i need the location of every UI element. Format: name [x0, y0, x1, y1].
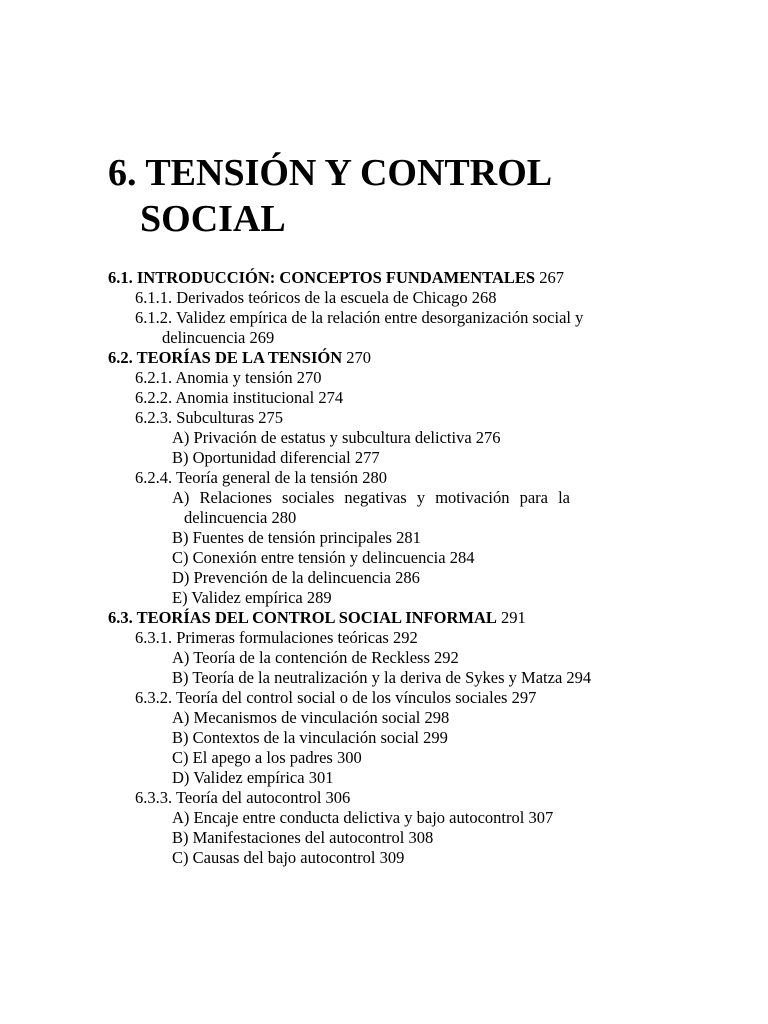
- toc-item-6-2-3-a: [108, 428, 627, 448]
- toc-subsection-6-3-2: [108, 688, 627, 708]
- chapter-title-line-1: 6. TENSIÓN Y CONTROL: [108, 152, 553, 194]
- toc-page-number: 280: [271, 508, 297, 527]
- toc-item-6-3-2-c: [108, 748, 627, 768]
- toc-item-6-3-2-b: [108, 728, 627, 748]
- toc-item-title: E) Validez empírica: [172, 588, 303, 607]
- toc-item-title: B) Manifestaciones del autocontrol: [172, 828, 405, 847]
- toc-item-title: D) Validez empírica: [172, 768, 305, 787]
- toc-item-6-2-4-c: [108, 548, 627, 568]
- toc-subsection-title: 6.2.3. Subculturas: [135, 408, 255, 427]
- toc-item-6-3-3-c: [108, 848, 627, 868]
- toc-subsection-title: 6.3.2. Teoría del control social o de los vínculos sociales: [135, 688, 508, 707]
- toc-item-title: C) Conexión entre tensión y delincuencia: [172, 548, 446, 567]
- toc-section-6-3: [108, 608, 627, 628]
- toc-page-number: 291: [501, 608, 526, 627]
- toc-item-6-2-4-e: [108, 588, 627, 608]
- chapter-title-line-2: SOCIAL: [140, 198, 286, 240]
- toc-page-number: 267: [539, 268, 564, 287]
- toc-page-number: 300: [336, 748, 362, 767]
- toc-item-title: B) Contextos de la vinculación social: [172, 728, 419, 747]
- toc-item-title: B) Oportunidad diferencial: [172, 448, 351, 467]
- toc-subsection-6-2-3: [108, 408, 627, 428]
- toc-page-number: 270: [346, 348, 372, 367]
- toc-item-6-3-2-d: [108, 768, 627, 788]
- toc-item-6-3-3-b: [108, 828, 627, 848]
- toc-page-number: 299: [423, 728, 448, 747]
- toc-item-title: B) Teoría de la neutralización y la deriva de Sykes y Matza: [172, 668, 563, 687]
- toc-page-number: 298: [424, 708, 450, 727]
- toc-subsection-6-1-1: [108, 288, 627, 308]
- toc-subsection-title: 6.3.1. Primeras formulaciones teóricas: [135, 628, 389, 647]
- toc-page-number: 280: [362, 468, 387, 487]
- toc-subsection-6-1-2: [108, 308, 627, 328]
- toc-item-6-3-1-a: [108, 648, 627, 668]
- toc-page-number: 269: [249, 328, 275, 347]
- toc-subsection-6-2-4: [108, 468, 627, 488]
- toc-subsection-6-1-2-continued: [108, 328, 627, 348]
- toc-page-number: 276: [475, 428, 501, 447]
- toc-subsection-6-3-1: [108, 628, 627, 648]
- toc-page-number: 292: [392, 628, 418, 647]
- chapter-title: [108, 150, 648, 242]
- toc-subsection-6-3-3: [108, 788, 627, 808]
- toc-item-6-3-1-b: [108, 668, 627, 688]
- toc-page-number: 275: [258, 408, 284, 427]
- toc-subsection-6-2-1: [108, 368, 627, 388]
- toc-page-number: 270: [296, 368, 322, 387]
- toc-page-number: 297: [511, 688, 537, 707]
- toc-item-6-3-2-a: [108, 708, 627, 728]
- toc-item-title: A) Mecanismos de vinculación social: [172, 708, 421, 727]
- toc-item-title: A) Teoría de la contención de Reckless: [172, 648, 430, 667]
- toc-item-6-2-3-b: [108, 448, 627, 468]
- toc-item-6-2-4-a: [108, 488, 627, 508]
- toc-page-number: 309: [379, 848, 405, 867]
- toc-subsection-title-continued: delincuencia: [162, 328, 246, 347]
- toc-item-title: B) Fuentes de tensión principales: [172, 528, 392, 547]
- toc-item-6-2-4-d: [108, 568, 627, 588]
- toc-page-number: 277: [354, 448, 380, 467]
- toc-item-6-2-4-a-continued: [108, 508, 627, 528]
- toc-item-6-2-4-b: [108, 528, 627, 548]
- toc-item-title: D) Prevención de la delincuencia: [172, 568, 391, 587]
- toc-subsection-title: 6.2.4. Teoría general de la tensión: [135, 468, 359, 487]
- toc-page-number: 308: [408, 828, 434, 847]
- toc-section-title: 6.2. TEORÍAS DE LA TENSIÓN: [108, 348, 343, 367]
- toc-page-number: 274: [318, 388, 344, 407]
- toc-page-number: 268: [471, 288, 497, 307]
- toc-subsection-title: 6.2.2. Anomia institucional: [135, 388, 315, 407]
- toc-page-number: 292: [434, 648, 459, 667]
- toc-page-number: 306: [325, 788, 351, 807]
- table-of-contents: [108, 268, 627, 868]
- toc-section-title: 6.3. TEORÍAS DEL CONTROL SOCIAL INFORMAL: [108, 608, 497, 627]
- toc-page-number: 281: [396, 528, 421, 547]
- toc-item-title: A) Encaje entre conducta delictiva y bajo autocontrol: [172, 808, 525, 827]
- toc-page-number: 294: [566, 668, 592, 687]
- toc-item-title-continued: delincuencia: [184, 508, 268, 527]
- toc-section-6-2: [108, 348, 627, 368]
- toc-page-number: 284: [449, 548, 475, 567]
- toc-subsection-title: 6.3.3. Teoría del autocontrol: [135, 788, 322, 807]
- toc-page-number: 307: [528, 808, 554, 827]
- toc-item-6-3-3-a: [108, 808, 627, 828]
- toc-subsection-title: 6.1.2. Validez empírica de la relación entre desorganización social y: [135, 308, 584, 327]
- toc-page-number: 289: [306, 588, 332, 607]
- toc-page-number: 286: [395, 568, 420, 587]
- toc-page-number: 301: [308, 768, 334, 787]
- toc-item-title: A) Relaciones sociales negativas y motivación para la: [172, 488, 570, 507]
- toc-subsection-6-2-2: [108, 388, 627, 408]
- toc-item-title: C) Causas del bajo autocontrol: [172, 848, 376, 867]
- toc-subsection-title: 6.2.1. Anomia y tensión: [135, 368, 293, 387]
- toc-section-title: 6.1. INTRODUCCIÓN: CONCEPTOS FUNDAMENTALES: [108, 268, 536, 287]
- toc-item-title: A) Privación de estatus y subcultura delictiva: [172, 428, 472, 447]
- toc-section-6-1: [108, 268, 627, 288]
- toc-item-title: C) El apego a los padres: [172, 748, 333, 767]
- toc-subsection-title: 6.1.1. Derivados teóricos de la escuela de Chicago: [135, 288, 468, 307]
